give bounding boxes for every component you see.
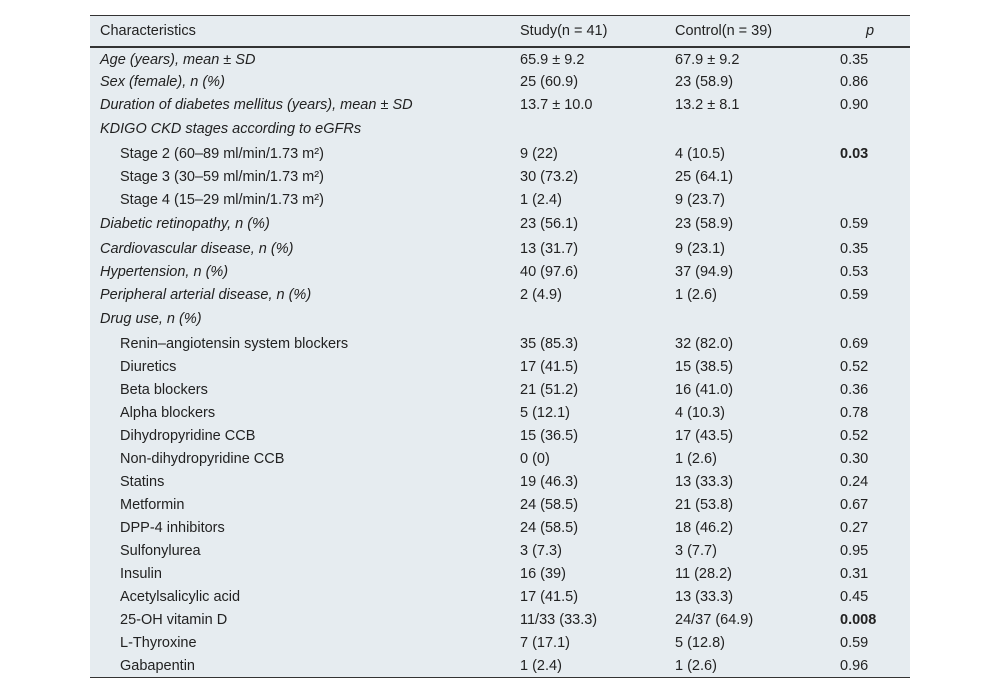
- table-row: [90, 142, 910, 165]
- header-control: Control(n = 39): [665, 16, 830, 47]
- row-p-value: 0.53: [840, 263, 869, 280]
- row-p-value: [830, 306, 910, 332]
- row-control-value: 4 (10.3): [675, 404, 725, 421]
- row-p-value: 0.008: [840, 611, 877, 628]
- row-study-value: [510, 306, 665, 332]
- row-label: Gabapentin: [120, 657, 195, 674]
- section-label: Drug use, n (%): [100, 311, 202, 327]
- row-study-value: 0 (0): [520, 450, 550, 467]
- table-row: [90, 332, 910, 355]
- row-study-value: 2 (4.9): [520, 286, 562, 303]
- row-label: Statins: [120, 473, 165, 490]
- row-label: Insulin: [120, 565, 162, 582]
- row-label: Non-dihydropyridine CCB: [120, 450, 285, 467]
- row-control-value: 32 (82.0): [675, 335, 734, 352]
- row-p-value: 0.31: [840, 565, 869, 582]
- row-study-value: 9 (22): [520, 145, 558, 162]
- row-label: Beta blockers: [120, 381, 208, 398]
- row-control-value: 4 (10.5): [675, 145, 725, 162]
- row-p-value: 0.95: [840, 542, 869, 559]
- table-row: [90, 237, 910, 260]
- row-study-value: 15 (36.5): [520, 427, 579, 444]
- row-control-value: 21 (53.8): [675, 496, 734, 513]
- row-study-value: 1 (2.4): [520, 191, 562, 208]
- table-row: [90, 608, 910, 631]
- row-control-value: 1 (2.6): [675, 450, 717, 467]
- row-study-value: 11/33 (33.3): [520, 611, 598, 628]
- row-label: Cardiovascular disease, n (%): [100, 240, 294, 257]
- row-p-value: 0.69: [840, 335, 869, 352]
- row-control-value: 11 (28.2): [675, 565, 732, 582]
- row-control-value: 24/37 (64.9): [675, 611, 754, 628]
- table-row: [90, 283, 910, 306]
- row-p-value: 0.35: [840, 52, 869, 68]
- row-label: L-Thyroxine: [120, 634, 197, 651]
- row-p-value: 0.24: [840, 473, 869, 490]
- row-control-value: 23 (58.9): [675, 73, 734, 90]
- table-row: [90, 165, 910, 188]
- table-row: [90, 654, 910, 677]
- row-p-value: 0.90: [840, 96, 869, 113]
- table-row: [90, 493, 910, 516]
- row-control-value: 18 (46.2): [675, 519, 734, 536]
- row-control-value: 15 (38.5): [675, 358, 734, 375]
- table-row: [90, 188, 910, 211]
- row-label: 25-OH vitamin D: [120, 611, 228, 628]
- table-row: [90, 355, 910, 378]
- row-label: Diuretics: [120, 358, 177, 375]
- row-label: Duration of diabetes mellitus (years), mean ± SD: [100, 96, 413, 113]
- header-p-value: p: [830, 16, 910, 47]
- row-study-value: 16 (39): [520, 565, 566, 582]
- row-study-value: 5 (12.1): [520, 404, 570, 421]
- row-p-value: 0.35: [840, 240, 869, 257]
- row-label: Sex (female), n (%): [100, 73, 225, 90]
- row-study-value: 30 (73.2): [520, 168, 579, 185]
- table-row: [90, 631, 910, 654]
- row-p-value: 0.96: [840, 657, 869, 674]
- characteristics-table: [90, 16, 910, 677]
- row-control-value: 37 (94.9): [675, 263, 734, 280]
- header-study: Study(n = 41): [510, 16, 665, 47]
- row-p-value: 0.45: [840, 588, 869, 605]
- row-p-value: [830, 165, 910, 188]
- row-p-value: 0.59: [840, 286, 869, 303]
- table-row: [90, 260, 910, 283]
- table-row: [90, 539, 910, 562]
- row-control-value: 3 (7.7): [675, 542, 717, 559]
- table-row: [90, 585, 910, 608]
- row-control-value: 13 (33.3): [675, 473, 734, 490]
- row-label: Metformin: [120, 496, 185, 513]
- row-control-value: 17 (43.5): [675, 427, 734, 444]
- row-p-value: 0.36: [840, 381, 869, 398]
- row-label: Dihydropyridine CCB: [120, 427, 256, 444]
- row-study-value: 13 (31.7): [520, 240, 579, 257]
- row-study-value: 13.7 ± 10.0: [520, 96, 593, 113]
- row-study-value: 3 (7.3): [520, 542, 562, 559]
- row-control-value: [665, 306, 830, 332]
- row-study-value: 17 (41.5): [520, 358, 579, 375]
- row-study-value: 1 (2.4): [520, 657, 562, 674]
- row-study-value: 17 (41.5): [520, 588, 579, 605]
- table-section-row: [90, 306, 910, 332]
- row-label: Hypertension, n (%): [100, 263, 229, 280]
- table-row: [90, 93, 910, 116]
- row-study-value: 25 (60.9): [520, 73, 579, 90]
- row-study-value: 24 (58.5): [520, 496, 579, 513]
- table-row: [90, 562, 910, 585]
- row-control-value: 13 (33.3): [675, 588, 734, 605]
- row-p-value: 0.03: [840, 145, 869, 162]
- row-control-value: 13.2 ± 8.1: [675, 96, 740, 113]
- table-row: [90, 401, 910, 424]
- table-section-row: [90, 116, 910, 142]
- row-label: Renin–angiotensin system blockers: [120, 335, 349, 352]
- row-study-value: 19 (46.3): [520, 473, 579, 490]
- table-row: [90, 70, 910, 93]
- row-label: Stage 2 (60–89 ml/min/1.73 m²): [120, 145, 324, 162]
- row-p-value: [830, 188, 910, 211]
- table-row: [90, 447, 910, 470]
- row-control-value: 16 (41.0): [675, 381, 734, 398]
- row-p-value: 0.59: [840, 634, 869, 651]
- row-study-value: 35 (85.3): [520, 335, 579, 352]
- row-control-value: 25 (64.1): [675, 168, 734, 185]
- row-label: Stage 3 (30–59 ml/min/1.73 m²): [120, 168, 324, 185]
- row-p-value: 0.27: [840, 519, 869, 536]
- row-label: Sulfonylurea: [120, 542, 201, 559]
- table-row: [90, 516, 910, 539]
- row-study-value: 21 (51.2): [520, 381, 579, 398]
- table-row: [90, 47, 910, 70]
- row-p-value: 0.59: [840, 216, 869, 232]
- table-row: [90, 470, 910, 493]
- row-p-value: 0.52: [840, 358, 869, 375]
- row-p-value: 0.30: [840, 450, 869, 467]
- row-control-value: 5 (12.8): [675, 634, 725, 651]
- section-label: KDIGO CKD stages according to eGFRs: [100, 121, 362, 137]
- header-characteristics: Characteristics: [90, 16, 510, 47]
- row-control-value: 1 (2.6): [675, 286, 717, 303]
- row-label: DPP-4 inhibitors: [120, 519, 225, 536]
- row-control-value: 23 (58.9): [675, 216, 734, 232]
- row-label: Age (years), mean ± SD: [100, 52, 256, 68]
- row-study-value: 23 (56.1): [520, 216, 579, 232]
- row-control-value: 9 (23.1): [675, 240, 725, 257]
- row-label: Stage 4 (15–29 ml/min/1.73 m²): [120, 191, 324, 208]
- row-label: Acetylsalicylic acid: [120, 588, 241, 605]
- table-row: [90, 378, 910, 401]
- row-study-value: 65.9 ± 9.2: [520, 52, 585, 68]
- row-p-value: [830, 116, 910, 142]
- row-p-value: 0.52: [840, 427, 869, 444]
- row-study-value: [510, 116, 665, 142]
- table-row: [90, 424, 910, 447]
- table-row: [90, 211, 910, 237]
- row-study-value: 7 (17.1): [520, 634, 570, 651]
- row-control-value: [665, 116, 830, 142]
- row-p-value: 0.78: [840, 404, 869, 421]
- row-control-value: 1 (2.6): [675, 657, 717, 674]
- row-study-value: 40 (97.6): [520, 263, 579, 280]
- row-label: Diabetic retinopathy, n (%): [100, 216, 270, 232]
- row-study-value: 24 (58.5): [520, 519, 579, 536]
- row-label: Alpha blockers: [120, 404, 216, 421]
- row-p-value: 0.86: [840, 73, 869, 90]
- table-header-row: [90, 16, 910, 47]
- row-p-value: 0.67: [840, 496, 869, 513]
- row-control-value: 9 (23.7): [675, 191, 725, 208]
- characteristics-table-container: [90, 15, 910, 678]
- row-control-value: 67.9 ± 9.2: [675, 52, 740, 68]
- row-label: Peripheral arterial disease, n (%): [100, 286, 312, 303]
